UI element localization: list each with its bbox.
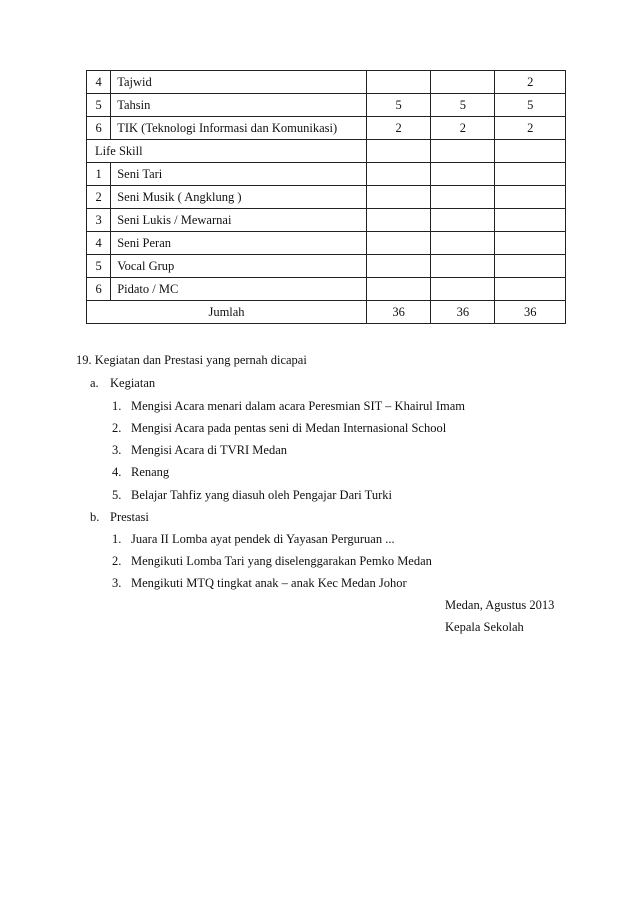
hours-col-2: 2 xyxy=(431,117,495,140)
hours-col-2 xyxy=(431,71,495,94)
row-number: 3 xyxy=(87,209,111,232)
row-number: 6 xyxy=(87,278,111,301)
subject-name: Tajwid xyxy=(111,71,367,94)
list-item xyxy=(112,488,392,503)
row-number: 2 xyxy=(87,186,111,209)
subject-name: Vocal Grup xyxy=(111,255,367,278)
hours-col-3 xyxy=(495,163,566,186)
subject-name: Seni Lukis / Mewarnai xyxy=(111,209,367,232)
hours-col-2 xyxy=(431,186,495,209)
list-text: Belajar Tahfiz yang diasuh oleh Pengajar Dari Turki xyxy=(131,488,392,502)
subject-name: Tahsin xyxy=(111,94,367,117)
total-col-2: 36 xyxy=(431,301,495,324)
hours-col-1 xyxy=(367,255,431,278)
subsection-label: Kegiatan xyxy=(110,376,156,390)
hours-col-1 xyxy=(367,163,431,186)
total-col-3: 36 xyxy=(495,301,566,324)
table-row xyxy=(87,255,566,278)
list-item xyxy=(112,576,407,591)
hours-col-2 xyxy=(431,209,495,232)
list-text: Mengisi Acara di TVRI Medan xyxy=(131,443,287,457)
hours-col-3 xyxy=(495,140,566,163)
hours-col-1 xyxy=(367,278,431,301)
closing-role: Kepala Sekolah xyxy=(445,620,524,634)
subject-name: Seni Peran xyxy=(111,232,367,255)
table-row xyxy=(87,71,566,94)
hours-col-2 xyxy=(431,255,495,278)
subsection-label: Prestasi xyxy=(110,510,149,524)
hours-col-2 xyxy=(431,163,495,186)
list-item xyxy=(112,421,446,436)
list-number: 1. xyxy=(112,399,122,413)
hours-col-1: 2 xyxy=(367,117,431,140)
hours-col-3: 2 xyxy=(495,117,566,140)
subject-name: Seni Tari xyxy=(111,163,367,186)
list-number: 4. xyxy=(112,465,122,479)
row-number: 5 xyxy=(87,94,111,117)
row-number: 5 xyxy=(87,255,111,278)
table-group-header-row xyxy=(87,140,566,163)
list-text: Mengikuti MTQ tingkat anak – anak Kec Medan Johor xyxy=(131,576,407,590)
hours-col-3: 2 xyxy=(495,71,566,94)
list-text: Juara II Lomba ayat pendek di Yayasan Perguruan ... xyxy=(131,532,395,546)
list-number: 5. xyxy=(112,488,122,502)
hours-col-1 xyxy=(367,140,431,163)
table-row xyxy=(87,94,566,117)
hours-col-3 xyxy=(495,255,566,278)
hours-col-1 xyxy=(367,209,431,232)
subject-name: TIK (Teknologi Informasi dan Komunikasi) xyxy=(111,117,367,140)
list-number: 2. xyxy=(112,554,122,568)
list-item xyxy=(112,554,432,569)
list-text: Mengikuti Lomba Tari yang diselenggarakan Pemko Medan xyxy=(131,554,432,568)
table-row xyxy=(87,186,566,209)
table-row xyxy=(87,232,566,255)
hours-col-2 xyxy=(431,278,495,301)
curriculum-table xyxy=(86,70,566,324)
row-number: 6 xyxy=(87,117,111,140)
hours-col-3 xyxy=(495,278,566,301)
closing-place-date: Medan, Agustus 2013 xyxy=(445,598,555,612)
list-text: Mengisi Acara pada pentas seni di Medan Internasional School xyxy=(131,421,447,435)
table-row xyxy=(87,163,566,186)
table-row xyxy=(87,278,566,301)
subject-name: Seni Musik ( Angklung ) xyxy=(111,186,367,209)
total-label: Jumlah xyxy=(87,301,367,324)
table-row xyxy=(87,117,566,140)
subsection-heading-prestasi xyxy=(90,510,149,525)
list-number: 3. xyxy=(112,576,122,590)
hours-col-3 xyxy=(495,186,566,209)
hours-col-3: 5 xyxy=(495,94,566,117)
list-text: Mengisi Acara menari dalam acara Peresmian SIT – Khairul Imam xyxy=(131,399,466,413)
list-item xyxy=(112,399,465,414)
subject-name: Pidato / MC xyxy=(111,278,367,301)
hours-col-2: 5 xyxy=(431,94,495,117)
hours-col-3 xyxy=(495,232,566,255)
row-number: 4 xyxy=(87,71,111,94)
row-number: 4 xyxy=(87,232,111,255)
hours-col-2 xyxy=(431,140,495,163)
list-item xyxy=(112,532,395,547)
hours-col-1 xyxy=(367,232,431,255)
total-col-1: 36 xyxy=(367,301,431,324)
group-header-life-skill: Life Skill xyxy=(87,140,367,163)
section-title: 19. Kegiatan dan Prestasi yang pernah dicapai xyxy=(76,353,307,367)
hours-col-3 xyxy=(495,209,566,232)
list-number: 2. xyxy=(112,421,122,435)
hours-col-1: 5 xyxy=(367,94,431,117)
subsection-letter: a. xyxy=(90,376,99,390)
hours-col-1 xyxy=(367,71,431,94)
list-number: 3. xyxy=(112,443,122,457)
list-item xyxy=(112,465,169,480)
hours-col-1 xyxy=(367,186,431,209)
list-text: Renang xyxy=(131,465,170,479)
subsection-heading-kegiatan xyxy=(90,376,155,391)
hours-col-2 xyxy=(431,232,495,255)
subsection-letter: b. xyxy=(90,510,100,524)
table-total-row xyxy=(87,301,566,324)
table-row xyxy=(87,209,566,232)
list-number: 1. xyxy=(112,532,122,546)
row-number: 1 xyxy=(87,163,111,186)
list-item xyxy=(112,443,287,458)
